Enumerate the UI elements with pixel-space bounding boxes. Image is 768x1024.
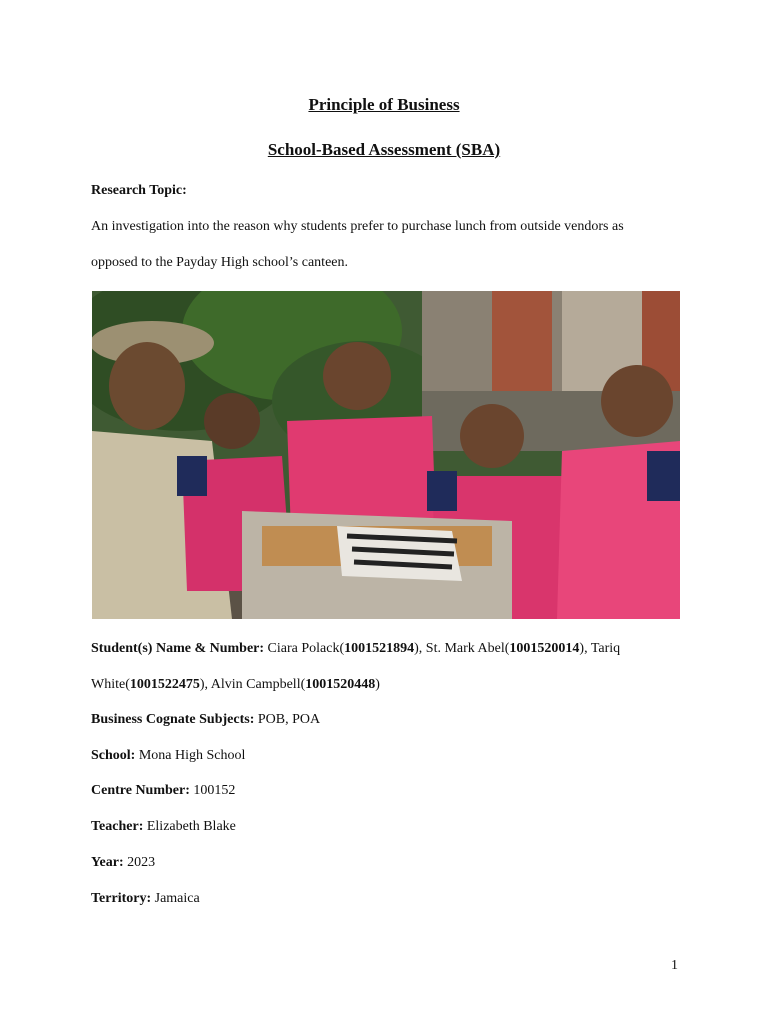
teacher-line: Teacher: Elizabeth Blake bbox=[91, 819, 236, 834]
students-line-2: White(1001522475), Alvin Campbell(1001520448) bbox=[91, 677, 380, 692]
document-subtitle: School-Based Assessment (SBA) bbox=[267, 140, 501, 159]
document-title: Principle of Business bbox=[308, 95, 460, 114]
students-line-1: Student(s) Name & Number: Ciara Polack(1001521894), St. Mark Abel(1001520014), Tariq bbox=[91, 641, 621, 656]
year-line: Year: 2023 bbox=[91, 855, 156, 870]
centre-number-line: Centre Number: 100152 bbox=[91, 783, 236, 798]
cognate-subjects-line: Business Cognate Subjects: POB, POA bbox=[91, 712, 321, 727]
page-number: 1 bbox=[671, 958, 678, 973]
research-topic-label: Research Topic: bbox=[91, 183, 187, 198]
research-topic-text-line-2: opposed to the Payday High school’s canteen. bbox=[91, 255, 349, 270]
students-buying-from-vendor-photo bbox=[92, 291, 680, 619]
school-line: School: Mona High School bbox=[91, 748, 246, 763]
research-topic-text-line-1: An investigation into the reason why students prefer to purchase lunch from outside vendors as bbox=[91, 219, 624, 234]
territory-line: Territory: Jamaica bbox=[91, 891, 200, 906]
